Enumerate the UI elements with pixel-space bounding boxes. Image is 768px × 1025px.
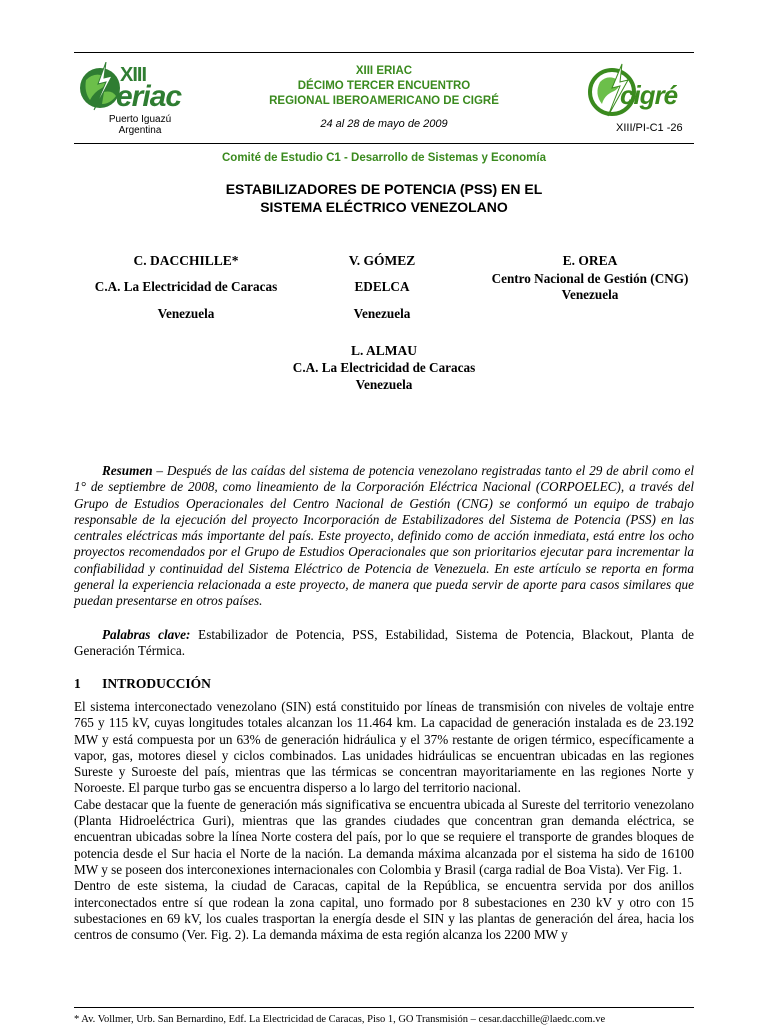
paper-code: XIII/PI-C1 -26 (616, 122, 683, 134)
author-country: Venezuela (157, 306, 215, 321)
event-line: XIII ERIAC (355, 65, 413, 77)
eriac-logo-number: XIII (120, 64, 147, 86)
body-paragraph: Dentro de este sistema, la ciudad de Caracas, capital de la República, se encuentra servida por dos anillos interconectados entre sí que rodean la zona capital, uno formado por 8 subestaciones en 230 kV y otro con 15 subestaciones en 69 kV, los cuales trasportan la energía desde el SIN y las plantas de generación del área, hacia los centros de consumo (Ver. Fig. 2). La demanda máxima de esta región alcanza los 2200 MW y (74, 878, 694, 943)
author-name: V. GÓMEZ (348, 253, 416, 268)
author-2 (292, 253, 472, 322)
section-heading (74, 676, 211, 692)
author-name: C. DACCHILLE* (133, 253, 239, 268)
keywords-label: Palabras clave: (102, 627, 191, 642)
event-header (234, 64, 534, 109)
section-title: INTRODUCCIÓN (102, 676, 211, 691)
cigre-logo-word: cigré (620, 80, 678, 110)
abstract (74, 463, 694, 610)
eriac-logo (76, 62, 200, 140)
header-rule (74, 143, 694, 144)
committee-line: Comité de Estudio C1 - Desarrollo de Sistemas y Economía (221, 152, 546, 164)
keywords (74, 627, 694, 660)
title-line: ESTABILIZADORES DE POTENCIA (PSS) EN EL (225, 181, 543, 197)
keywords-text: Estabilizador de Potencia, PSS, Estabilidad, Sistema de Potencia, Blackout, Planta de Generación Térmica. (74, 627, 694, 659)
event-dates: 24 al 28 de mayo de 2009 (320, 118, 448, 130)
eriac-location-city: Puerto Iguazú (108, 114, 172, 125)
section-body (74, 699, 694, 943)
section-number: 1 (74, 676, 81, 691)
paper-title (74, 180, 694, 216)
author-org: EDELCA (354, 279, 410, 294)
author-name: E. OREA (562, 253, 618, 268)
author-name: L. ALMAU (350, 343, 417, 358)
event-line: DÉCIMO TERCER ENCUENTRO (297, 80, 471, 92)
footnote-rule (74, 1007, 694, 1008)
body-paragraph: El sistema interconectado venezolano (SIN) está constituido por líneas de transmisión con niveles de voltaje entre 765 y 115 kV, cuyas longitudes totales alcanzan los 11.464 km. La capacidad de generación instalada es de 23.192 MW y está compuesta por un 63% de generación hidráulica y el 37% restante de origen térmico, específicamente a vapor, gas, motores diesel y ciclos combinados. Las unidades hidráulicas se encuentran ubicadas en las regiones Sureste y Suroeste del país, mientras que las térmicas se concentran mayoritariamente en las regiones Norte y Noroeste. El parque turbo gas se encuentra disperso a lo largo del territorio nacional. (74, 699, 694, 796)
author-4 (234, 342, 534, 393)
author-country: Venezuela (353, 306, 411, 321)
author-org: C.A. La Electricidad de Caracas (94, 279, 278, 294)
top-rule (74, 52, 694, 53)
abstract-label: Resumen (102, 463, 153, 478)
eriac-logo-word: eriac (116, 80, 182, 113)
author-country: Venezuela (355, 377, 413, 392)
author-3 (490, 253, 690, 303)
footnote: * Av. Vollmer, Urb. San Bernardino, Edf. La Electricidad de Caracas, Piso 1, GO Transmisión – cesar.dacchille@laedc.com.ve (74, 1014, 606, 1025)
title-line: SISTEMA ELÉCTRICO VENEZOLANO (260, 199, 508, 215)
abstract-text: – Después de las caídas del sistema de potencia venezolano registradas tanto el 29 de abril como el 1° de septiembre de 2008, como lineamiento de la Corporación Eléctrica Nacional (CORPOELEC), a través del Grupo de Estudios Operacionales del Centro Nacional de Gestión (CNG) se conformó un equipo de trabajo responsable de la ejecución del proyecto Incorporación de Estabilizadores del Sistema de Potencia (PSS) en las centrales eléctricas más importante del país. Este proyecto, definido como de acción inmediata, está entre los ocho proyectos recomendados por el Grupo de Estudios Operacionales que son prioritarios ejecutar para incrementar la confiabilidad y continuidad del Sistema Eléctrico de Potencia de Venezuela. En este artículo se reporta en forma general la experiencia relacionada a este proyecto, de manera que pueda servir de aporte para casos similares que puedan presentarse en otros países. (74, 463, 694, 609)
author-org: C.A. La Electricidad de Caracas (292, 360, 476, 375)
eriac-location-country: Argentina (118, 125, 162, 136)
body-paragraph: Cabe destacar que la fuente de generación más significativa se encuentra ubicada al Sureste del territorio venezolano (Planta Hidroeléctrica Guri), mientras que las grandes ciudades que concentran gran demanda eléctrica, se encuentran ubicadas sobre la línea Norte costera del país, por lo que se requiere el transporte de grandes bloques de potencia desde el Sur hacia el Norte de la nación. La demanda máxima alcanzada por el sistema ha sido de 16100 MW y se poseen dos interconexiones internacionales con Colombia y Brasil (carga radial de Boa Vista). Ver Fig. 1. (74, 796, 694, 877)
event-line: REGIONAL IBEROAMERICANO DE CIGRÉ (269, 95, 499, 107)
author-1 (86, 253, 286, 322)
cigre-logo (586, 62, 698, 118)
author-org: Centro Nacional de Gestión (CNG) (491, 271, 689, 286)
author-country: Venezuela (561, 287, 619, 302)
